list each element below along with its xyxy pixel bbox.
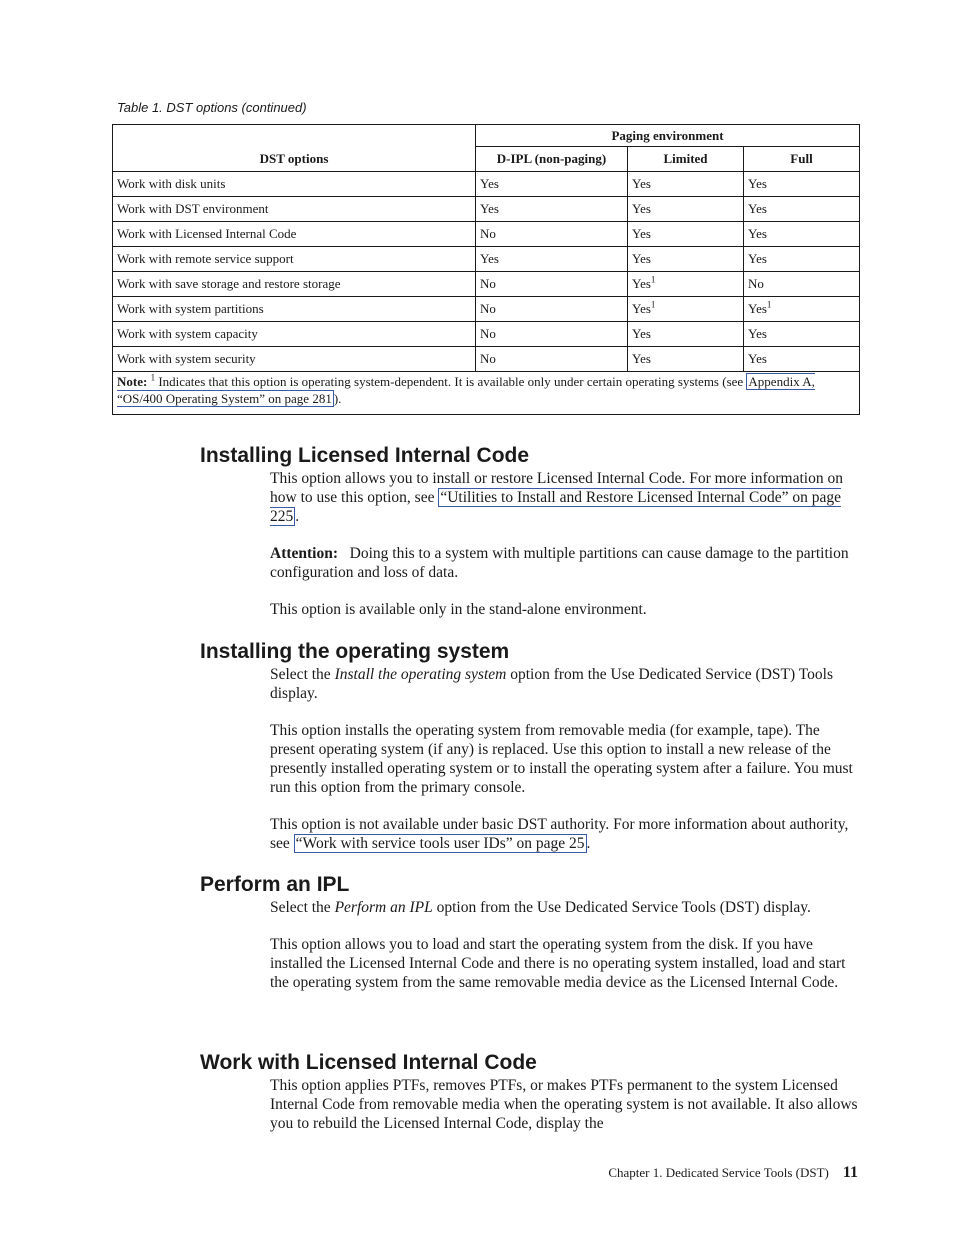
footnote-marker: 1 — [650, 299, 656, 310]
cell-dipl — [476, 197, 628, 222]
cell-full-text: Yes — [748, 326, 767, 341]
cell-limited — [628, 222, 744, 247]
ipl-p1-option: Perform an IPL — [334, 899, 433, 916]
cell-limited-text: Yes — [632, 201, 651, 216]
heading-perform-ipl: Perform an IPL — [200, 873, 350, 896]
cell-option-text: Work with disk units — [117, 176, 226, 191]
cell-option-text: Work with system security — [117, 351, 256, 366]
lic-p1-end: . — [295, 508, 300, 525]
cell-dipl-text: Yes — [480, 251, 499, 266]
cell-full-text: Yes — [748, 301, 767, 316]
cell-dipl-text: No — [480, 276, 496, 291]
cell-dipl — [476, 347, 628, 372]
cell-option — [113, 222, 476, 247]
cell-dipl-text: No — [480, 326, 496, 341]
cell-limited-text: Yes — [632, 351, 651, 366]
utilities-install-restore-link[interactable]: “Utilities to Install and Restore Licensed Internal Code” on page 225 — [270, 489, 842, 525]
cell-limited — [628, 347, 744, 372]
cell-option — [113, 322, 476, 347]
table-row — [113, 322, 860, 347]
cell-option — [113, 172, 476, 197]
cell-option — [113, 297, 476, 322]
table-row — [113, 347, 860, 372]
section-perform-ipl — [200, 872, 870, 992]
note-text: Indicates that this option is operating system-dependent. It is available only under certain operating systems (see — [155, 374, 747, 389]
dst-options-table — [112, 124, 860, 415]
heading-installing-os: Installing the operating system — [200, 640, 510, 663]
os-paragraph-3 — [270, 815, 860, 853]
cell-option-text: Work with DST environment — [117, 201, 269, 216]
cell-dipl — [476, 297, 628, 322]
header-limited: Limited — [628, 147, 744, 172]
table-row — [113, 297, 860, 322]
cell-option — [113, 272, 476, 297]
attention-text: Doing this to a system with multiple partitions can cause damage to the partition configuration and loss of data. — [270, 545, 849, 581]
cell-option — [113, 247, 476, 272]
ipl-paragraph-1 — [270, 898, 860, 917]
cell-limited — [628, 172, 744, 197]
cell-dipl-text: No — [480, 301, 496, 316]
os-paragraph-2: This option installs the operating system from removable media (for example, tape). The present operating system (if any) is replaced. Use this option to install a new release of the presently installed operating system or to install the operating system after a failure. You must run this option from the primary console. — [270, 722, 853, 796]
cell-limited-text: Yes — [632, 226, 651, 241]
cell-full — [744, 322, 860, 347]
cell-option — [113, 197, 476, 222]
ipl-p1-b: option from the Use Dedicated Service Tools (DST) display. — [432, 899, 811, 916]
cell-full — [744, 222, 860, 247]
cell-full — [744, 272, 860, 297]
table-caption: Table 1. DST options (continued) — [117, 100, 307, 115]
table-row — [113, 247, 860, 272]
header-dst-options: DST options — [113, 125, 476, 172]
lic-attention — [270, 544, 860, 582]
cell-full-text: No — [748, 276, 764, 291]
footer-chapter: Chapter 1. Dedicated Service Tools (DST) — [608, 1165, 829, 1180]
footnote-marker: 1 — [766, 299, 772, 310]
table-row — [113, 197, 860, 222]
cell-limited — [628, 247, 744, 272]
cell-dipl — [476, 322, 628, 347]
footnote-marker: 1 — [650, 274, 656, 285]
table-row — [113, 272, 860, 297]
note-label: Note: — [117, 374, 148, 389]
cell-dipl — [476, 172, 628, 197]
cell-full — [744, 197, 860, 222]
cell-limited — [628, 272, 744, 297]
table-row — [113, 172, 860, 197]
cell-limited-text: Yes — [632, 301, 651, 316]
heading-work-with-lic: Work with Licensed Internal Code — [200, 1051, 537, 1074]
cell-limited — [628, 322, 744, 347]
cell-full-text: Yes — [748, 226, 767, 241]
os-p1-b: option from the Use Dedicated Service (DST) Tools display. — [270, 666, 833, 702]
cell-limited — [628, 197, 744, 222]
cell-limited-text: Yes — [632, 276, 651, 291]
cell-option — [113, 347, 476, 372]
cell-option-text: Work with system capacity — [117, 326, 258, 341]
cell-limited — [628, 297, 744, 322]
attention-label: Attention: — [270, 545, 339, 562]
cell-option-text: Work with remote service support — [117, 251, 294, 266]
note-footnote-marker: 1 — [150, 372, 156, 383]
cell-full-text: Yes — [748, 201, 767, 216]
cell-full — [744, 347, 860, 372]
cell-dipl-text: Yes — [480, 176, 499, 191]
table-note — [113, 372, 860, 415]
lic-paragraph-1 — [270, 469, 860, 526]
cell-dipl — [476, 272, 628, 297]
appendix-a-link[interactable]: Appendix A, “OS/400 Operating System” on page 281 — [117, 374, 815, 406]
section-installing-os — [200, 639, 870, 853]
section-work-with-lic — [200, 1050, 870, 1133]
cell-full-text: Yes — [748, 351, 767, 366]
section-installing-lic — [200, 443, 870, 619]
table-row — [113, 222, 860, 247]
cell-dipl — [476, 247, 628, 272]
lic-paragraph-3: This option is available only in the stand-alone environment. — [270, 601, 647, 618]
cell-full-text: Yes — [748, 176, 767, 191]
header-dipl: D-IPL (non-paging) — [476, 147, 628, 172]
cell-full-text: Yes — [748, 251, 767, 266]
cell-dipl-text: No — [480, 226, 496, 241]
os-p3-end: . — [586, 835, 591, 852]
os-p1-a: Select the — [270, 666, 335, 683]
cell-dipl — [476, 222, 628, 247]
header-paging-environment: Paging environment — [476, 125, 860, 147]
cell-dipl-text: No — [480, 351, 496, 366]
page-number: 11 — [842, 1164, 858, 1181]
lic-p1-text: This option allows you to install or restore Licensed Internal Code. For more information on how to use this option, see — [270, 470, 843, 506]
cell-full — [744, 172, 860, 197]
cell-dipl-text: Yes — [480, 201, 499, 216]
page-footer — [608, 1164, 858, 1182]
cell-option-text: Work with system partitions — [117, 301, 264, 316]
os-paragraph-1 — [270, 665, 860, 703]
cell-option-text: Work with save storage and restore storage — [117, 276, 341, 291]
ipl-p1-a: Select the — [270, 899, 335, 916]
ipl-paragraph-2: This option allows you to load and start the operating system from the disk. If you have installed the Licensed Internal Code and there is no operating system installed, load and start the operating system from the same removable media device as the Licensed Internal Code. — [270, 936, 846, 991]
cell-full — [744, 297, 860, 322]
cell-full — [744, 247, 860, 272]
cell-limited-text: Yes — [632, 176, 651, 191]
header-full: Full — [744, 147, 860, 172]
os-p3-text: This option is not available under basic DST authority. For more information about authority, see — [270, 816, 849, 852]
note-end: ). — [333, 391, 342, 406]
cell-limited-text: Yes — [632, 326, 651, 341]
cell-option-text: Work with Licensed Internal Code — [117, 226, 297, 241]
wlic-paragraph-1: This option applies PTFs, removes PTFs, or makes PTFs permanent to the system Licensed Internal Code from removable media when the operating system is not available. It also allows you to rebuild the Licensed Internal Code, display the — [270, 1077, 858, 1132]
os-p1-option: Install the operating system — [334, 666, 507, 683]
heading-installing-lic: Installing Licensed Internal Code — [200, 444, 530, 467]
service-tools-user-ids-link[interactable]: “Work with service tools user IDs” on page 25 — [295, 835, 585, 852]
cell-limited-text: Yes — [632, 251, 651, 266]
